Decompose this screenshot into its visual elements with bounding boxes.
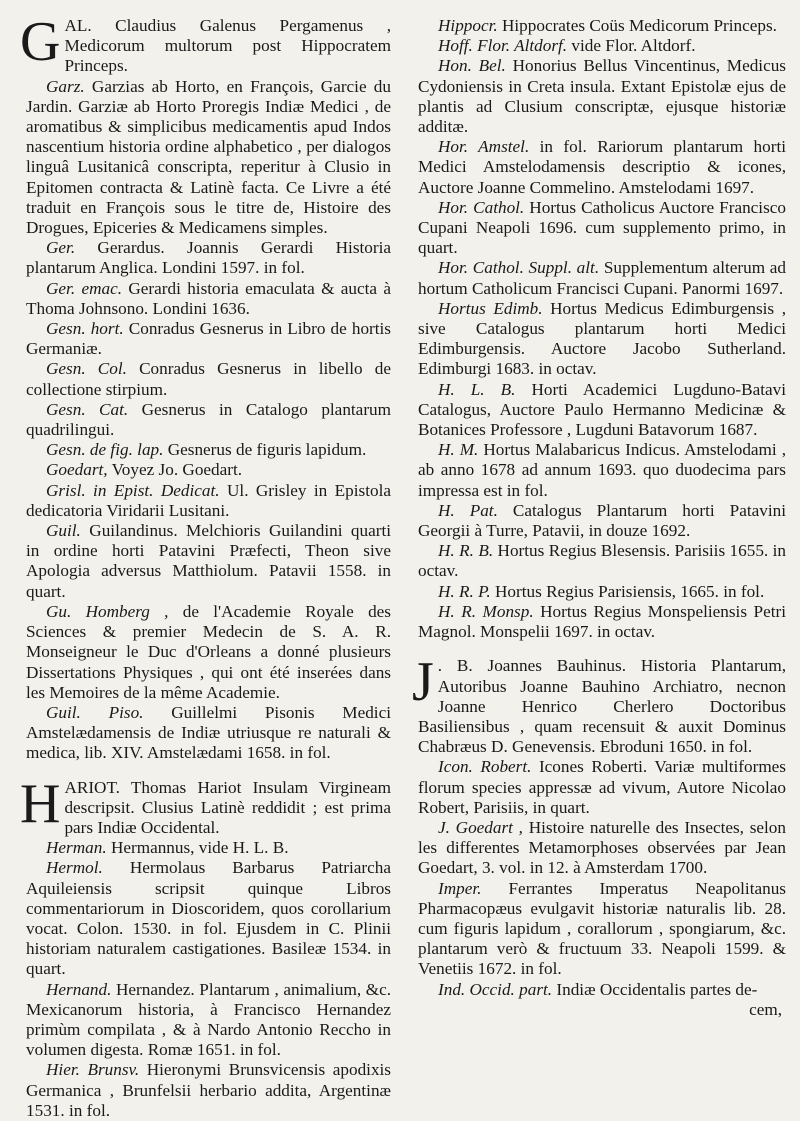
- entry: [418, 879, 786, 980]
- entry-text: Histoire naturelle des Insectes, selon les differentes Metamorphoses observées par Jean Goedart, 3. vol. in 12. à Amsterdam 1700.: [418, 817, 786, 878]
- entry: [418, 16, 786, 36]
- entry-abbreviation: Gesn. de fig. lap.: [46, 440, 164, 460]
- entry: [418, 541, 786, 581]
- catchword: cem,: [749, 999, 782, 1019]
- entry-text: Hortus Regius Parisiensis, 1665. in fol.: [494, 581, 765, 601]
- entry-abbreviation: Hor. Amstel.: [438, 137, 530, 157]
- entry-abbreviation: J. Goedart ,: [438, 817, 523, 837]
- entry-abbreviation: Goedart,: [46, 460, 108, 480]
- entry: [418, 582, 786, 602]
- entry: [26, 238, 391, 278]
- entry-abbreviation: H. M.: [438, 440, 479, 460]
- entry-text: Ul. Grisley in Epistola dedicatoria Viridarii Lusitani.: [26, 480, 392, 520]
- entry-abbreviation: Guil.: [46, 521, 81, 541]
- entry: [26, 703, 391, 764]
- entry-text: Hortus Malabaricus Indicus. Amstelodami , ab anno 1678 ad annum 1693. quo duodecima pars impressa est in fol.: [418, 440, 786, 500]
- entry-abbreviation: Hon. Bel.: [438, 56, 506, 76]
- entry: [26, 980, 391, 1061]
- entry-text: Hortus Catholicus Auctore Francisco Cupani Neapoli 1696. cum supplemento primo, in quart.: [418, 197, 786, 258]
- section-g-header: [20, 11, 391, 77]
- entry-text: Catalogus Plantarum horti Patavini Georgii à Turre, Patavii, in douze 1692.: [418, 500, 787, 541]
- entry: [26, 521, 391, 602]
- dropcap-g: G: [20, 11, 61, 73]
- entry-text: Hernandez. Plantarum , animalium, &c. Mexicanorum historia, à Francisco Hernandez primùm compilata , & à Nardo Antonio Reccho in volumen digesta. Romæ 1651. in fol.: [26, 979, 391, 1060]
- entry-abbreviation: Gu. Homberg ,: [46, 601, 169, 621]
- entry-abbreviation: Hor. Cathol.: [438, 197, 525, 217]
- entry-abbreviation: H. Pat.: [438, 500, 498, 520]
- left-g-entries: [26, 77, 391, 764]
- entry-abbreviation: H. L. B.: [438, 379, 516, 399]
- entry-abbreviation: H. R. P.: [438, 581, 491, 601]
- dropcap-h: H: [20, 772, 61, 835]
- entry-abbreviation: Gesn. hort.: [46, 319, 124, 339]
- entry-text: Ferrantes Imperatus Neapolitanus Pharmacopæus evulgavit historiæ naturalis lib. 28. cum figuris lapidum , corallorum , spongiarum, &c. plantarum verò & fructuum 33. Neapoli 1599. & Venetiis 1672. in fol.: [418, 878, 786, 979]
- entry-text: Hortus Regius Monspeliensis Petri Magnol. Monspelii 1697. in octav.: [418, 601, 786, 642]
- entry-abbreviation: Hoff. Flor. Altdorf.: [438, 36, 568, 56]
- right-h-entries: [418, 16, 786, 642]
- entry: [418, 757, 786, 818]
- entry: [418, 818, 786, 879]
- entry: [26, 400, 391, 440]
- entry-abbreviation: Guil. Piso.: [46, 702, 144, 722]
- entry-abbreviation: Hortus Edimb.: [438, 298, 543, 318]
- entry: [418, 980, 786, 1000]
- entry-abbreviation: Ind. Occid. part.: [438, 979, 553, 999]
- entry: [26, 460, 391, 480]
- entry-abbreviation: Ger.: [46, 238, 76, 258]
- entry: [418, 380, 786, 441]
- entry-text: Voyez Jo. Goedart.: [111, 460, 243, 480]
- entry-text: Icones Roberti. Variæ multiformes florum species appressæ ad vivum, Autore Nicolao Robert, Parisiis, in quart.: [418, 757, 787, 817]
- entry-text: Guilandinus. Melchioris Guilandini quarti in ordine horti Patavini Præfecti, Theon sive Apologia adversus Matthiolum. Patavii 1558. in quart.: [26, 521, 391, 601]
- entry-abbreviation: Gesn. Col.: [46, 359, 127, 379]
- entry-text: Conradus Gesnerus in libello de collectione stirpium.: [26, 359, 392, 399]
- entry-text: Gerardus. Joannis Gerardi Historia plantarum Anglica. Londini 1597. in fol.: [26, 238, 391, 278]
- entry-abbreviation: Hor. Cathol. Suppl. alt.: [438, 258, 600, 278]
- entry: [418, 299, 786, 380]
- entry-text: Hippocrates Coüs Medicorum Princeps.: [501, 16, 777, 35]
- entry-text: Gesnerus in Catalogo plantarum quadrilingui.: [26, 399, 391, 440]
- entry: [26, 602, 391, 703]
- entry-abbreviation: Icon. Robert.: [438, 757, 532, 777]
- entry-text: vide Flor. Altdorf.: [571, 36, 696, 56]
- entry-text: Conradus Gesnerus in Libro de hortis Germaniæ.: [26, 319, 391, 359]
- entry: [26, 359, 391, 399]
- entry: [26, 77, 391, 239]
- entry: [418, 602, 786, 642]
- entry-abbreviation: Hier. Brunsv.: [46, 1060, 140, 1080]
- entry-abbreviation: Herman.: [46, 838, 107, 858]
- entry: [26, 440, 391, 460]
- dropcap-j: J: [412, 651, 434, 714]
- entry-text: Hortus Medicus Edimburgensis , sive Catalogus plantarum horti Medici Edimburgensis. Auctore Jacobo Sutherland. Edimburgi 1683. in octav.: [418, 298, 786, 379]
- section-j-text: . B. Joannes Bauhinus. Historia Plantarum, Autoribus Joanne Bauhino Archiatro, necnon Joanne Henrico Cherlero Doctoribus Basiliensibus , quam recensuit & auxit Dominus Chabræus D. Genevensis. Ebroduni 1650. in fol.: [418, 656, 786, 757]
- entry: [418, 440, 786, 501]
- left-h-entries: [26, 838, 391, 1121]
- entry-abbreviation: Hermol.: [46, 858, 103, 878]
- entry-text: Guillelmi Pisonis Medici Amstelædamensis de Indiæ utriusque re naturali & medica, lib. XIV. Amstelædami 1658. in fol.: [26, 702, 391, 763]
- entry-text: Garzias ab Horto, en François, Garcie du Jardin. Garziæ ab Horto Proregis Indiæ Medici , de aromatibus & simplicibus medicamentis apud Indos nascentium historia ordine alphabetico , per dialogos linguâ Lusitanicâ conscripta, reperitur à Clusio in Epitomen contracta & Latinè facta. Ce Livre a été traduit en François sous le titre de, Histoire des Drogues, Epiceries & Medicamens simples.: [26, 76, 391, 238]
- entry-text: de l'Academie Royale des Sciences & premier Medecin de S. A. R. Monseigneur le Duc d'Orleans a donné plusieurs Dissertations Physiques , qui ont été inserées dans les Memoires de la même Academie.: [26, 601, 391, 702]
- entry-text: Honorius Bellus Vincentinus, Medicus Cydoniensis in Creta insula. Extant Epistolæ ejus de plantis ad Clusium conscriptæ, ejusque historiæ additæ.: [418, 56, 786, 137]
- entry: [418, 198, 786, 259]
- entry-text: in fol. Rariorum plantarum horti Medici Amstelodamensis descriptio & icones, Auctore Joanne Commelino. Amstelodami 1697.: [418, 137, 787, 197]
- entry-text: Indiæ Occidentalis partes de-: [556, 979, 758, 999]
- entry: [26, 481, 391, 521]
- entry: [418, 501, 786, 541]
- section-h-header: [20, 772, 391, 839]
- section-g-text: AL. Claudius Galenus Pergamenus , Medicorum multorum post Hippocratem Princeps.: [64, 16, 391, 76]
- right-j-entries: [418, 757, 786, 999]
- entry-text: Gesnerus de figuris lapidum.: [167, 440, 367, 460]
- left-column: [20, 11, 392, 1121]
- entry: [26, 279, 391, 319]
- entry-abbreviation: Hippocr.: [438, 16, 498, 35]
- entry: [418, 258, 786, 298]
- section-j-header: [412, 651, 786, 757]
- section-h-text: ARIOT. Thomas Hariot Insulam Virgineam descripsit. Clusius Latinè reddidit ; est prima pars Indiæ Occidental.: [64, 777, 391, 837]
- entry: [26, 838, 391, 858]
- entry: [418, 137, 786, 198]
- entry: [418, 56, 786, 137]
- entry-abbreviation: Imper.: [438, 878, 482, 898]
- entry-abbreviation: Hernand.: [46, 979, 112, 999]
- entry-abbreviation: H. R. Monsp.: [438, 601, 534, 621]
- entry-text: Hermannus, vide H. L. B.: [110, 838, 289, 858]
- entry-text: Hortus Regius Blesensis. Parisiis 1655. in octav.: [418, 541, 787, 581]
- entry-text: Hermolaus Barbarus Patriarcha Aquileiensis scripsit quinque Libros commentariorum in Dioscoridem, quos corollarium vocat. Colon. 1530. in fol. Ejusdem in C. Plinii historiam naturalem castigationes. Basileæ 1534. in quart.: [26, 858, 392, 979]
- entry-text: Hieronymi Brunsvicensis apodixis Germanica , Brunfelsii herbario addita, Argentinæ 1531. in fol.: [26, 1060, 391, 1120]
- entry-text: Gerardi historia emaculata & aucta à Thoma Johnsono. Londini 1636.: [26, 278, 392, 318]
- entry-abbreviation: Garz.: [46, 76, 85, 96]
- entry-abbreviation: Ger. emac.: [46, 278, 123, 298]
- right-column: [412, 16, 787, 1121]
- entry-abbreviation: Gesn. Cat.: [46, 399, 129, 419]
- entry: [26, 1060, 391, 1121]
- entry: [418, 36, 786, 56]
- entry-text: Supplementum alterum ad hortum Catholicum Francisci Cupani. Panormi 1697.: [418, 258, 786, 298]
- entry-abbreviation: H. R. B.: [438, 541, 494, 561]
- entry-abbreviation: Grisl. in Epist. Dedicat.: [46, 480, 220, 500]
- entry: [26, 858, 391, 979]
- entry-text: Horti Academici Lugduno-Batavi Catalogus, Auctore Paulo Hermanno Medicinæ & Botanices Professore , Lugduni Batavorum 1687.: [418, 379, 787, 440]
- two-column-layout: [20, 11, 787, 1121]
- entry: [26, 319, 391, 359]
